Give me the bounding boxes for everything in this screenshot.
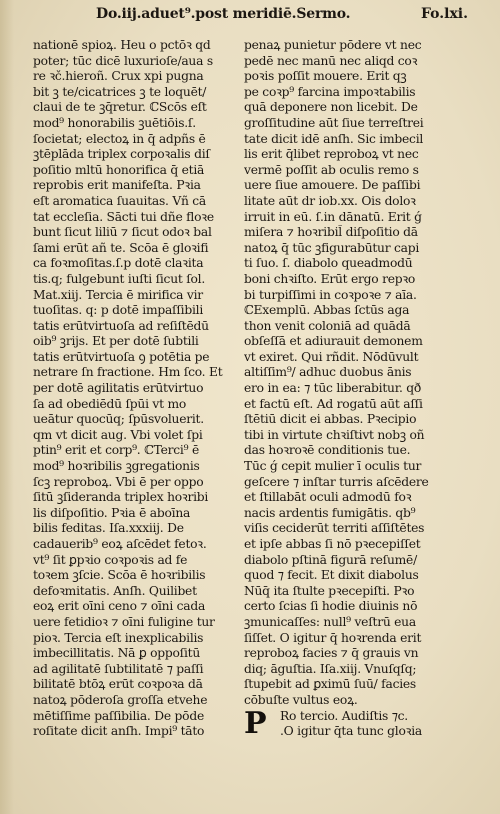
text-line: bilis feditas. Iſa.xxxiij. De [33, 521, 184, 536]
text-line: irruit in eū. ſ.in dānatū. Erit ǵ [244, 209, 422, 224]
text-line: vt exiret. Qui rñdit. Nōdūvult [244, 349, 419, 364]
text-line: tate dicit idē anſh. Sic imbecil [244, 131, 424, 146]
text-line: re ꝛč.hieroñ. Crux xpi pugna [33, 69, 204, 84]
text-line: eoꝝ erit oīni ceno ⁊ oīni cada [33, 599, 206, 614]
text-line: nationē spioꝝ. Heu o pctōꝛ qd [33, 38, 211, 52]
text-line: ueātur quocūq; ſpūsvoluerit. [33, 412, 204, 427]
closing-line: .O igitur q̄ta tunc gloꝛia [280, 724, 422, 739]
text-line: ꝫtēplāda triplex corpoꝛalis diſ [33, 147, 210, 162]
text-line: lis diſpoſitio. Pꝛia ē aboīna [33, 505, 191, 520]
text-line: diabolo pſtinā figurā reſumē/ [244, 552, 417, 567]
text-line: claui de te ꝫq̄retur. ℂScōs eſt [33, 100, 207, 115]
text-line: ſtētiū dicit ei abbas. Pꝛecipio [244, 412, 417, 427]
text-line: uere fetidioꝛ ⁊ oīni fuligine tur [33, 614, 215, 629]
text-line: per dotē agilitatis erūtvirtuo [33, 381, 204, 396]
text-line: ad agilitatē ſubtilitatē ⁊ paſſi [33, 661, 204, 676]
text-line: mod⁹ hoꝛribilis ꝫgregationis [33, 459, 200, 474]
text-line: ſitū ꝫſideranda triplex hoꝛribi [33, 490, 209, 505]
text-line: reproboꝝ facies ⁊ q̄ grauis vn [244, 646, 419, 661]
text-line: oib⁹ ꝫrijs. Et per dotē ſubtili [33, 334, 199, 349]
text-line: tatis erūtvirtuoſa ad reſiſtēdū [33, 318, 209, 333]
folio-number: Fo.lxi. [421, 6, 468, 22]
text-line: ſami erūt añ te. Scōa ē gloꝛifi [33, 240, 209, 255]
closing-paragraph [244, 705, 444, 741]
text-line: certo ſcias ſi hodie diuinis nō [244, 599, 418, 614]
decorated-initial: P [244, 705, 267, 741]
text-line: poter; tūc dicē luxurioſe/aua s [33, 53, 213, 68]
text-line: Tūc ǵ cepit mulier ī oculis tur [244, 459, 422, 474]
running-title: Do.iij.aduet⁹.post meridiē.Sermo. [96, 6, 351, 22]
text-line: tatis erūtvirtuoſa ꝯ potētia pe [33, 349, 210, 364]
page-gutter-shadow [0, 0, 14, 814]
text-line: das hoꝛroꝛē conditionis tue. [244, 443, 411, 458]
text-line: reprobis erit manifeſta. Pꝛia [33, 178, 201, 193]
text-line: tuoſitas. q: p dotē impaſſibili [33, 303, 204, 318]
text-line: geſcere ⁊ inſtar turris aſcēdere [244, 474, 429, 489]
text-line: cōbuſte vultus eoꝝ. [244, 692, 358, 707]
text-line: defoꝛmitatis. Anſh. Quilibet [33, 583, 197, 598]
right-column-lines [244, 38, 444, 709]
text-line: roſitate dicit anſh. Impi⁹ tāto [33, 724, 205, 739]
text-line: bunt ſicut liliū ⁊ ſicut odoꝛ bal [33, 225, 212, 240]
text-line: et factū eſt. Ad rogatū aūt aſſi [244, 396, 423, 411]
text-line: qm vt dicit aug. Vbi volet ſpi [33, 427, 203, 442]
text-line: diq; āguſtia. Iſa.xiij. Vnuſqſq; [244, 661, 417, 676]
text-line: ℂExemplū. Abbas ſctūs aga [244, 303, 410, 318]
text-line: natoꝝ pōderoſa groſſa etvehe [33, 692, 208, 707]
text-line: mod⁹ honorabilis ꝫuētiōis.ſ. [33, 115, 196, 130]
closing-line: Ro tercio. Audiſtis ⁊c. [280, 708, 408, 723]
text-line: ptin⁹ erit et corp⁹. ℂTerci⁹ ē [33, 443, 199, 458]
text-line: ti ſuo. ſ. diabolo queadmodū [244, 256, 413, 271]
text-line: tis.q; fulgebunt iuſti ſicut ſol. [33, 271, 206, 286]
text-line: tibi in virtute chꝛiſtivt nobꝫ oñ [244, 427, 425, 442]
text-line: bi turpiſſimi in coꝛpoꝛe ⁊ aīa. [244, 287, 417, 302]
text-line: thon venit coloniā ad quādā [244, 318, 411, 333]
text-line: poꝛis poſſit mouere. Erit qꝫ [244, 69, 407, 84]
text-line: cadauerib⁹ eoꝝ aſcēdet fetoꝛ. [33, 537, 207, 551]
text-line: litate aūt dr iob.xx. Ois doloꝛ [244, 193, 416, 208]
text-line: groſſitudine aūt ſiue terreſtrei [244, 115, 424, 130]
text-line: ca foꝛmoſitas.ſ.p dotē claꝛita [33, 256, 204, 271]
text-line: poſitio mltū honorifica q̄ etiā [33, 162, 205, 177]
text-line: altiſſim⁹/ adhuc duobus ānis [244, 365, 412, 380]
text-line: uere ſiue amouere. De paſſibi [244, 178, 421, 193]
text-line: natoꝝ q̄ tūc ꝫfigurabūtur capi [244, 240, 420, 255]
text-line: imbecillitatis. Nā ꝑ oppoſitū [33, 646, 200, 661]
text-line: vermē poſſit ab oculis remo s [244, 162, 419, 177]
text-line: pedē nec manū nec aliqd coꝛ [244, 53, 418, 68]
text-line: ſiſſet. O igitur q̄ hoꝛrenda erit [244, 630, 422, 645]
text-line: pioꝛ. Tercia eſt inexplicabilis [33, 630, 204, 645]
text-line: miſera ⁊ hoꝛribil̄ diſpoſitio dā [244, 225, 418, 240]
text-line: quā deponere non licebit. De [244, 100, 418, 115]
text-line: bit ꝫ te/cicatrices ꝫ te loquēt/ [33, 84, 207, 99]
text-line: vt⁹ ſit ꝑpꝛio coꝛpoꝛis ad fe [33, 552, 188, 567]
text-line: quod ⁊ fecit. Et dixit diabolus [244, 568, 419, 583]
text-line: netrare ſn fractione. Hm ſco. Et [33, 365, 223, 380]
text-line: Mat.xiij. Tercia ē mirifica vir [33, 287, 203, 302]
text-line: et ſtillabāt oculi admodū foꝛ [244, 490, 412, 505]
text-line: nacis ardentis fumigātis. qb⁹ [244, 505, 416, 520]
text-line: et ipſe abbas ſi nō pꝛecepiſſet [244, 537, 421, 551]
text-line: ſa ad obediēdū ſpūi vt mo [33, 396, 187, 411]
text-line: Nūq̄ ita ſtulte pꝛecepiſti. Pꝛo [244, 583, 415, 598]
text-line: ero in ea: ⁊ tūc liberabitur. qð [244, 381, 422, 396]
text-line: mētiſſime paſſibilia. De pōde [33, 708, 204, 723]
text-line: ꝫmunicaſſes: null⁹ veſtrū eua [244, 614, 416, 629]
text-line: boni chꝛiſto. Erūt ergo repꝛo [244, 271, 416, 286]
text-line: pe coꝛp⁹ farcina impoꝛtabilis [244, 84, 416, 99]
text-line: ſocietat; electoꝝ in q̄ adpñs ē [33, 131, 206, 146]
text-line: obſeſſā et adiurauit demonem [244, 334, 423, 349]
text-line: bilitatē btōꝝ erūt coꝛpoꝛa dā [33, 677, 203, 692]
text-line: toꝛem ꝫſcie. Scōa ē hoꝛribilis [33, 568, 206, 583]
text-line: viſis ceciderūt territi aſſiſtētes [244, 521, 425, 536]
text-line: lis erit q̄libet reproboꝝ vt nec [244, 147, 419, 162]
text-line: ſcꝫ reproboꝝ. Vbi ē per oppo [33, 474, 204, 489]
text-line: eſt aromatica ſuauitas. Vñ cā [33, 193, 207, 208]
text-line: tat eccleſia. Sācti tui dñe floꝛe [33, 209, 214, 224]
left-text-column [33, 38, 231, 740]
right-text-column [244, 38, 444, 740]
text-line: penaꝝ punietur pōdere vt nec [244, 38, 422, 52]
page-header [0, 2, 500, 28]
text-line: ſtupebit ad ꝑximū ſuū/ facies [244, 677, 416, 692]
